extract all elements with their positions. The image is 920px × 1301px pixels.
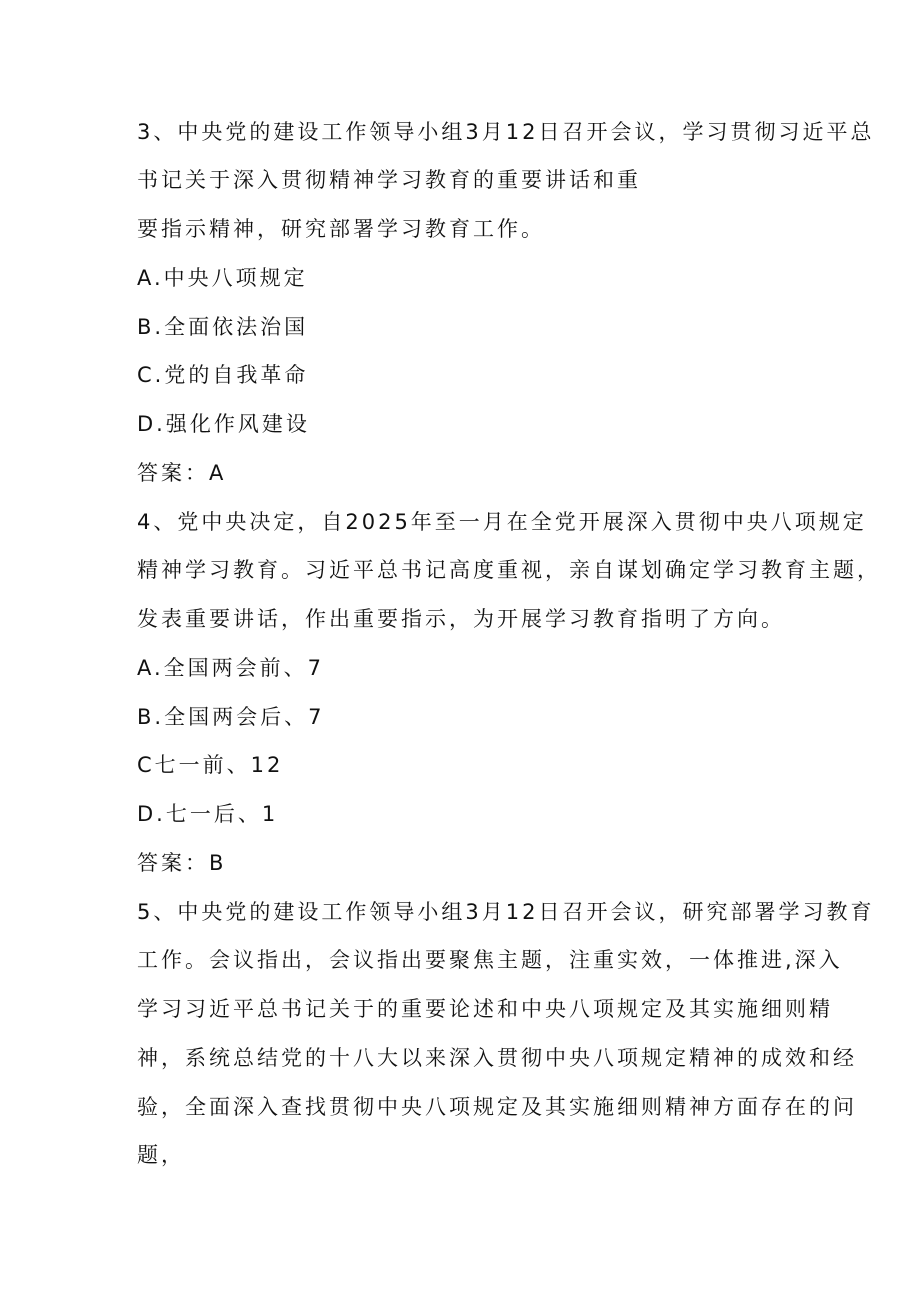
q5-text-line-2: 工作。会议指出，会议指出要聚焦主题，注重实效，一体推进,深入 bbox=[137, 948, 843, 972]
q5-text-line-5: 验，全面深入查找贯彻中央八项规定及其实施细则精神方面存在的问 bbox=[137, 1095, 857, 1119]
q3-option-c: C.党的自我革命 bbox=[137, 363, 309, 387]
q5-text-line-1: 5、中央党的建设工作领导小组3月12日召开会议，研究部署学习教育 bbox=[137, 900, 875, 924]
q4-text-line-2: 精神学习教育。习近平总书记高度重视，亲自谋划确定学习教育主题， bbox=[137, 558, 881, 582]
q3-option-b: B.全面依法治国 bbox=[137, 315, 309, 339]
q3-text-line-3: 要指示精神，研究部署学习教育工作。 bbox=[137, 217, 545, 241]
q3-answer: 答案：A bbox=[137, 461, 227, 485]
q4-text-line-1: 4、党中央决定，自2025年至一月在全党开展深入贯彻中央八项规定 bbox=[137, 510, 867, 534]
q3-text-line-2: 书记关于深入贯彻精神学习教育的重要讲话和重 bbox=[137, 168, 641, 192]
q3-option-a: A.中央八项规定 bbox=[137, 266, 308, 290]
q5-text-line-6: 题， bbox=[137, 1143, 185, 1167]
q4-answer: 答案：B bbox=[137, 851, 227, 875]
q3-option-d: D.强化作风建设 bbox=[137, 412, 310, 436]
q4-text-line-3: 发表重要讲话，作出重要指示，为开展学习教育指明了方向。 bbox=[137, 607, 785, 631]
q5-text-line-4: 神，系统总结党的十八大以来深入贯彻中央八项规定精神的成效和经 bbox=[137, 1046, 857, 1070]
q4-option-c: C七一前、12 bbox=[137, 753, 284, 777]
q4-option-d: D.七一后、1 bbox=[137, 802, 279, 826]
q4-option-b: B.全国两会后、7 bbox=[137, 705, 325, 729]
q3-text-line-1: 3、中央党的建设工作领导小组3月12日召开会议，学习贯彻习近平总 bbox=[137, 120, 875, 144]
q4-option-a: A.全国两会前、7 bbox=[137, 656, 325, 680]
q5-text-line-3: 学习习近平总书记关于的重要论述和中央八项规定及其实施细则精 bbox=[137, 997, 833, 1021]
